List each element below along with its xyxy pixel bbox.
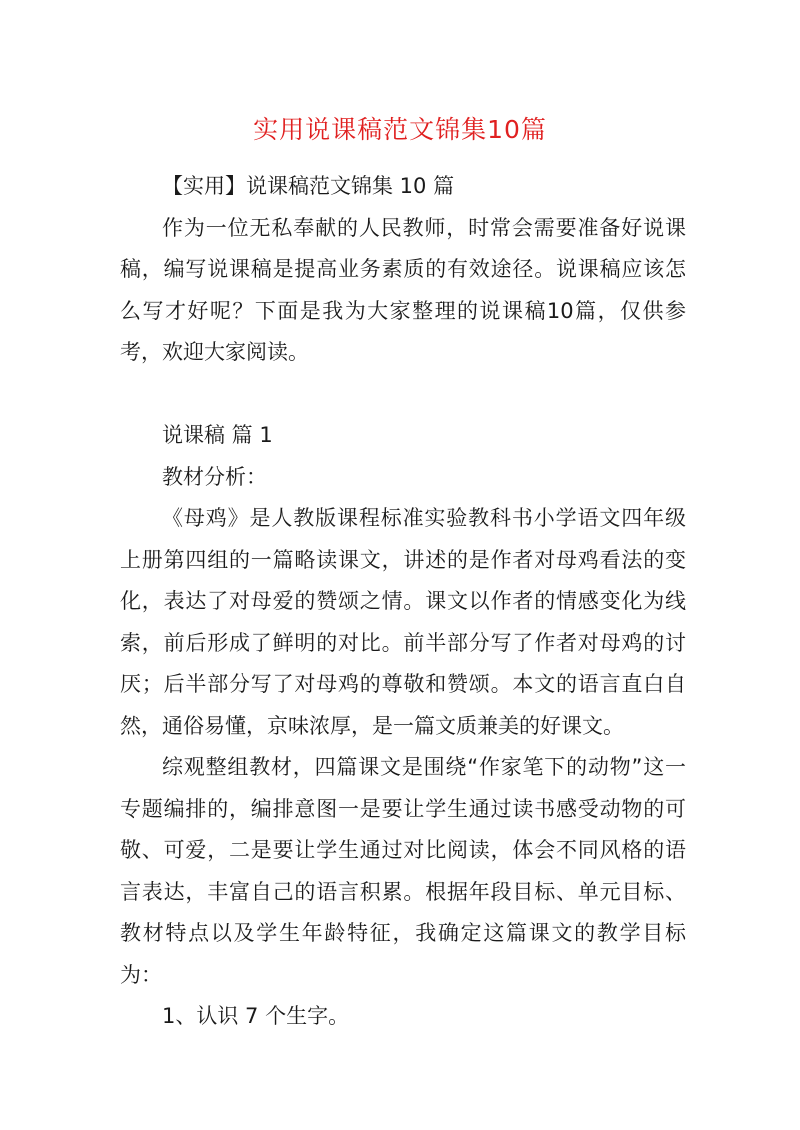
body-paragraph-2: 综观整组教材，四篇课文是围绕“作家笔下的动物”这一专题编排的，编排意图一是要让学生通过读书感受动物的可敬、可爱，二是要让学生通过对比阅读，体会不同风格的语言表达，丰富自己的语言积累。根据年段目标、单元目标、教材特点以及学生年龄特征，我确定这篇课文的教学目标为： bbox=[120, 755, 686, 987]
section-heading: 说课稿 篇 1 bbox=[162, 423, 273, 447]
body-paragraph-1: 《母鸡》是人教版课程标准实验教科书小学语文四年级上册第四组的一篇略读课文，讲述的是作者对母鸡看法的变化，表达了对母爱的赞颂之情。课文以作者的情感变化为线索，前后形成了鲜明的对比。前半部分写了作者对母鸡的讨厌；后半部分写了对母鸡的尊敬和赞颂。本文的语言直白自然，通俗易懂，京味浓厚，是一篇文质兼美的好课文。 bbox=[120, 506, 686, 738]
paragraph-spacer bbox=[120, 374, 686, 416]
section-subheading: 教材分析： bbox=[162, 464, 267, 489]
document-subtitle: 【实用】说课稿范文锦集 10 篇 bbox=[162, 174, 455, 198]
document-title: 实用说课稿范文锦集10篇 bbox=[253, 115, 547, 144]
list-item-1: 1、认识 7 个生字。 bbox=[162, 1004, 350, 1028]
document-body bbox=[120, 166, 686, 1038]
intro-paragraph: 作为一位无私奉献的人民教师，时常会需要准备好说课稿，编写说课稿是提高业务素质的有效途径。说课稿应该怎么写才好呢？下面是我为大家整理的说课稿10篇，仅供参考，欢迎大家阅读。 bbox=[120, 215, 686, 364]
